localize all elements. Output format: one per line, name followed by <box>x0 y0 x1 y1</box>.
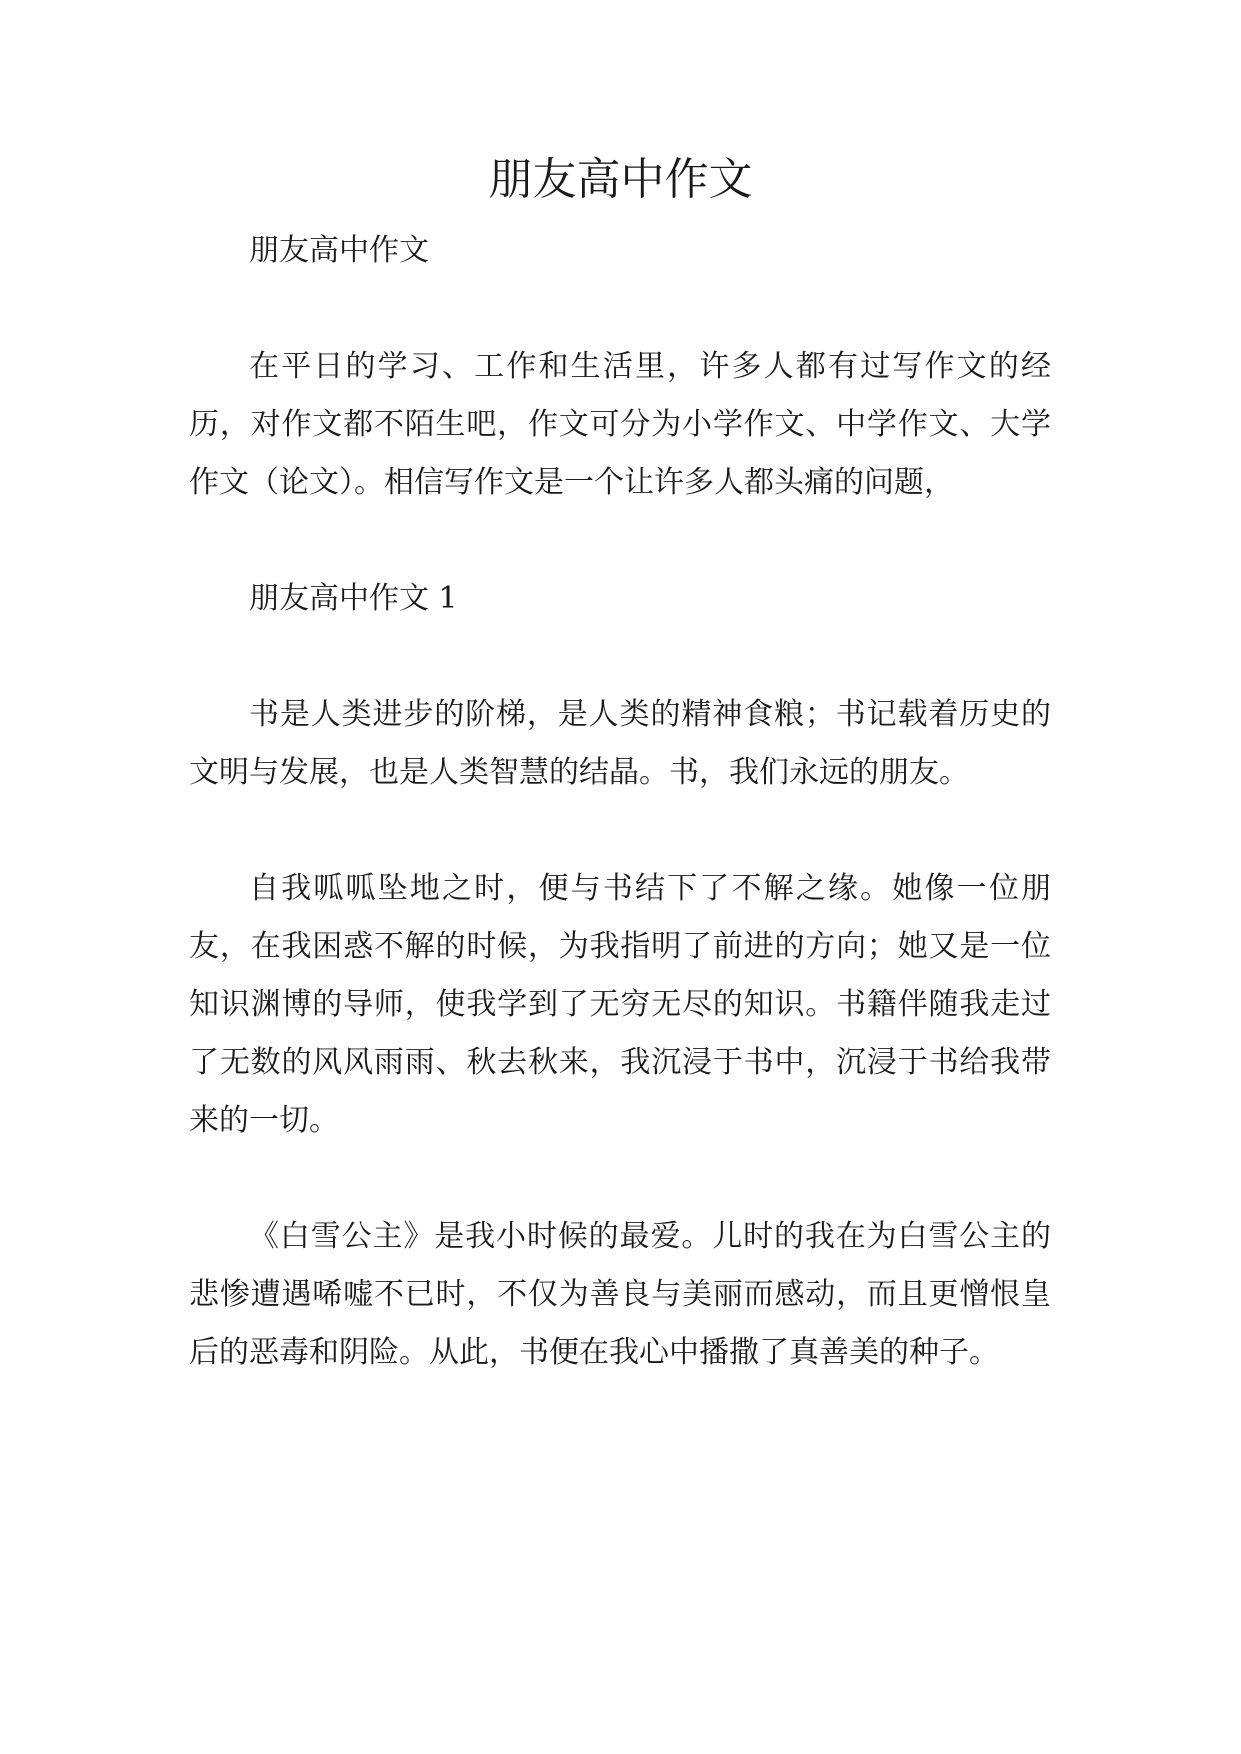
document-title: 朋友高中作文 <box>488 154 753 205</box>
intro-paragraph: 在平日的学习、工作和生活里，许多人都有过写作文的经历，对作文都不陌生吧，作文可分为小学作文、中学作文、大学作文（论文）。相信写作文是一个让许多人都头痛的问题， <box>189 349 1051 500</box>
section-heading: 朋友高中作文 1 <box>249 581 458 616</box>
document-body <box>189 222 1051 1382</box>
body-paragraph: 书是人类进步的阶梯，是人类的精神食粮；书记载着历史的文明与发展，也是人类智慧的结晶。书，我们永远的朋友。 <box>189 697 1051 790</box>
body-paragraph: 《白雪公主》是我小时候的最爱。儿时的我在为白雪公主的悲惨遭遇唏嘘不已时，不仅为善良与美丽而感动，而且更憎恨皇后的恶毒和阴险。从此，书便在我心中播撒了真善美的种子。 <box>189 1219 1051 1370</box>
body-paragraph: 自我呱呱坠地之时，便与书结下了不解之缘。她像一位朋友，在我困惑不解的时候，为我指明了前进的方向；她又是一位知识渊博的导师，使我学到了无穷无尽的知识。书籍伴随我走过了无数的风风雨雨、秋去秋来，我沉浸于书中，沉浸于书给我带来的一切。 <box>189 871 1051 1138</box>
subtitle-paragraph: 朋友高中作文 <box>249 233 429 268</box>
